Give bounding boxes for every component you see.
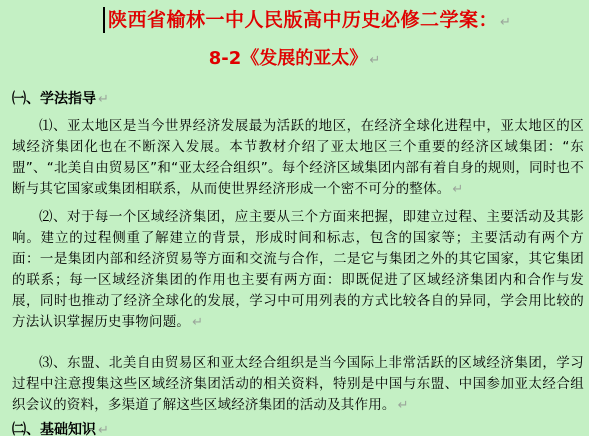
document-subtitle-text: 8-2《发展的亚太》 <box>208 48 368 69</box>
paragraph-text: ⑴、亚太地区是当今世界经济发展最为活跃的地区，在经济全球化进程中，亚太地区的区域经济集团化也在不断深入发展。本节教材介绍了亚太地区三个重要的经济区域集团：“东盟”、“北美自由贸易区”和“亚太经合组织”。每个经济区域集团内部有着自身的规则，同时也不断与其它国家或集团相联系，从而使世界经济形成一个密不可分的整体。 <box>12 118 584 197</box>
document-title-text: 陕西省榆林一中人民版高中历史必修二学案： <box>108 9 499 31</box>
section-heading-basic-knowledge <box>12 420 109 436</box>
paragraph-mark-icon: ↵ <box>369 53 381 68</box>
paragraph-2 <box>12 207 584 333</box>
paragraph-text: ⑶、东盟、北美自由贸易区和亚太经合组织是当今国际上非常活跃的区域经济集团，学习过程中注意搜集这些区域经济集团活动的相关资料，特别是中国与东盟、中国参加亚太经合组织会议的资料，多渠道了解这些区域经济集团的活动及其作用。 <box>12 355 584 413</box>
section-heading-text: ㈠、学法指导 <box>12 91 96 107</box>
paragraph-mark-icon: ↵ <box>397 398 409 413</box>
paragraph-text: ⑵、对于每一个区域经济集团，应主要从三个方面来把握，即建立过程、主要活动及其影响。建立的过程侧重了解建立的背景，形成时间和标志，包含的国家等；主要活动有两个方面：一是集团内部和经济贸易等方面和交流与合作，二是它与集团之外的其它国家，其它集团的联系；每一区域经济集团的作用也主要有两方面：即既促进了区域经济集团内和合作与发展，同时也推动了经济全球化的发展，学习中可用列表的方式比较各自的异同，学会用比较的方法认识掌握历史事物问题。 <box>12 209 584 330</box>
document-subtitle <box>0 44 589 74</box>
paragraph-mark-icon: ↵ <box>452 182 464 197</box>
paragraph-3 <box>12 353 584 416</box>
text-cursor <box>103 7 105 33</box>
paragraph-1 <box>12 116 584 200</box>
paragraph-mark-icon: ↵ <box>192 315 204 330</box>
section-heading-text: ㈡、基础知识 <box>12 422 96 436</box>
document-title <box>108 6 511 34</box>
paragraph-mark-icon: ↵ <box>500 15 512 30</box>
section-heading-study-guide <box>12 89 109 109</box>
paragraph-mark-icon: ↵ <box>98 423 109 436</box>
paragraph-mark-icon: ↵ <box>98 92 109 107</box>
